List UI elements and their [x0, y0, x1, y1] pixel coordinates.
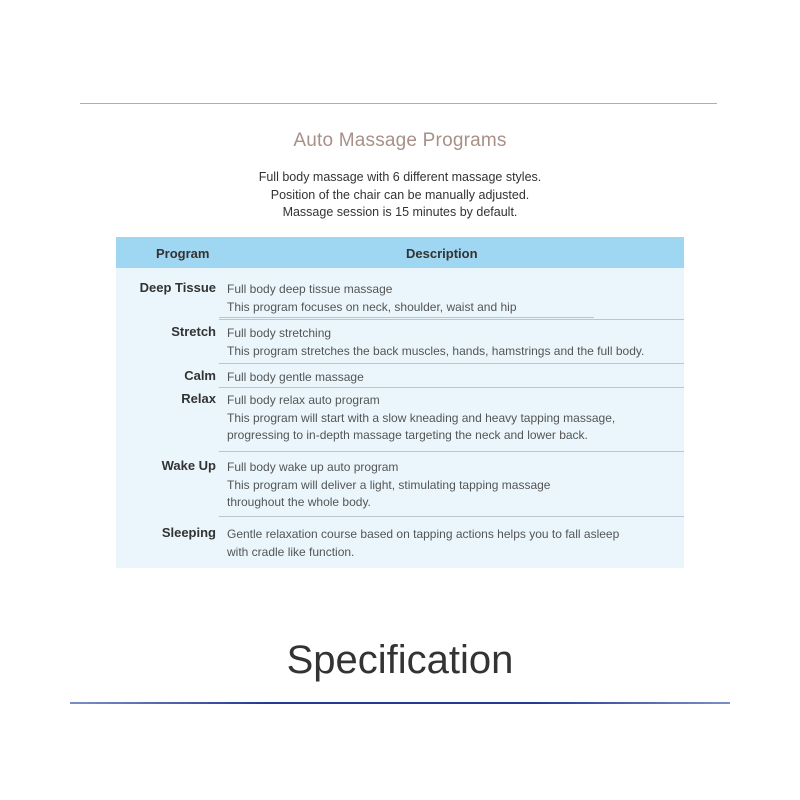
program-description — [227, 325, 682, 360]
header-program: Program — [156, 246, 210, 261]
program-name: Deep Tissue — [139, 280, 216, 295]
row-divider — [219, 516, 684, 517]
description-line: Full body relax auto program — [227, 393, 380, 407]
description-line: This program will start with a slow kneading and heavy tapping massage, — [227, 410, 616, 425]
description-line: This program will deliver a light, stimulating tapping massage — [227, 477, 551, 492]
intro-text — [0, 169, 800, 222]
intro-line: Massage session is 15 minutes by default. — [282, 205, 518, 219]
description-line: Gentle relaxation course based on tapping actions helps you to fall asleep — [227, 527, 620, 541]
table-header — [116, 237, 684, 268]
specification-title: Specification — [286, 638, 514, 682]
row-divider — [219, 319, 684, 320]
program-description — [227, 369, 682, 387]
description-line: Full body gentle massage — [227, 370, 364, 384]
description-line: This program stretches the back muscles, hands, hamstrings and the full body. — [227, 343, 645, 358]
program-name: Relax — [181, 391, 216, 406]
program-name: Stretch — [171, 324, 216, 339]
top-divider — [80, 103, 717, 104]
description-line: progressing to in-depth massage targeting the neck and lower back. — [227, 428, 588, 442]
description-line: Full body wake up auto program — [227, 460, 399, 474]
section-title: Auto Massage Programs — [293, 130, 507, 151]
header-description: Description — [406, 246, 478, 261]
row-divider — [219, 363, 684, 364]
row-divider — [219, 387, 684, 388]
description-line: with cradle like function. — [227, 544, 355, 559]
program-description — [227, 526, 682, 561]
programs-table — [116, 237, 684, 568]
intro-line: Position of the chair can be manually adjusted. — [270, 187, 530, 202]
row-divider — [219, 317, 594, 318]
description-line: This program focuses on neck, shoulder, waist and hip — [227, 299, 517, 314]
description-line: Full body stretching — [227, 326, 332, 340]
program-description — [227, 392, 682, 445]
bottom-divider — [70, 702, 730, 704]
description-line: Full body deep tissue massage — [227, 282, 393, 296]
program-description — [227, 281, 682, 316]
program-name: Calm — [184, 368, 216, 383]
description-line: throughout the whole body. — [227, 495, 371, 509]
program-description — [227, 459, 682, 512]
program-name: Wake Up — [161, 458, 216, 473]
program-name: Sleeping — [161, 525, 216, 540]
row-divider — [219, 451, 684, 452]
intro-line: Full body massage with 6 different massage styles. — [258, 170, 542, 184]
